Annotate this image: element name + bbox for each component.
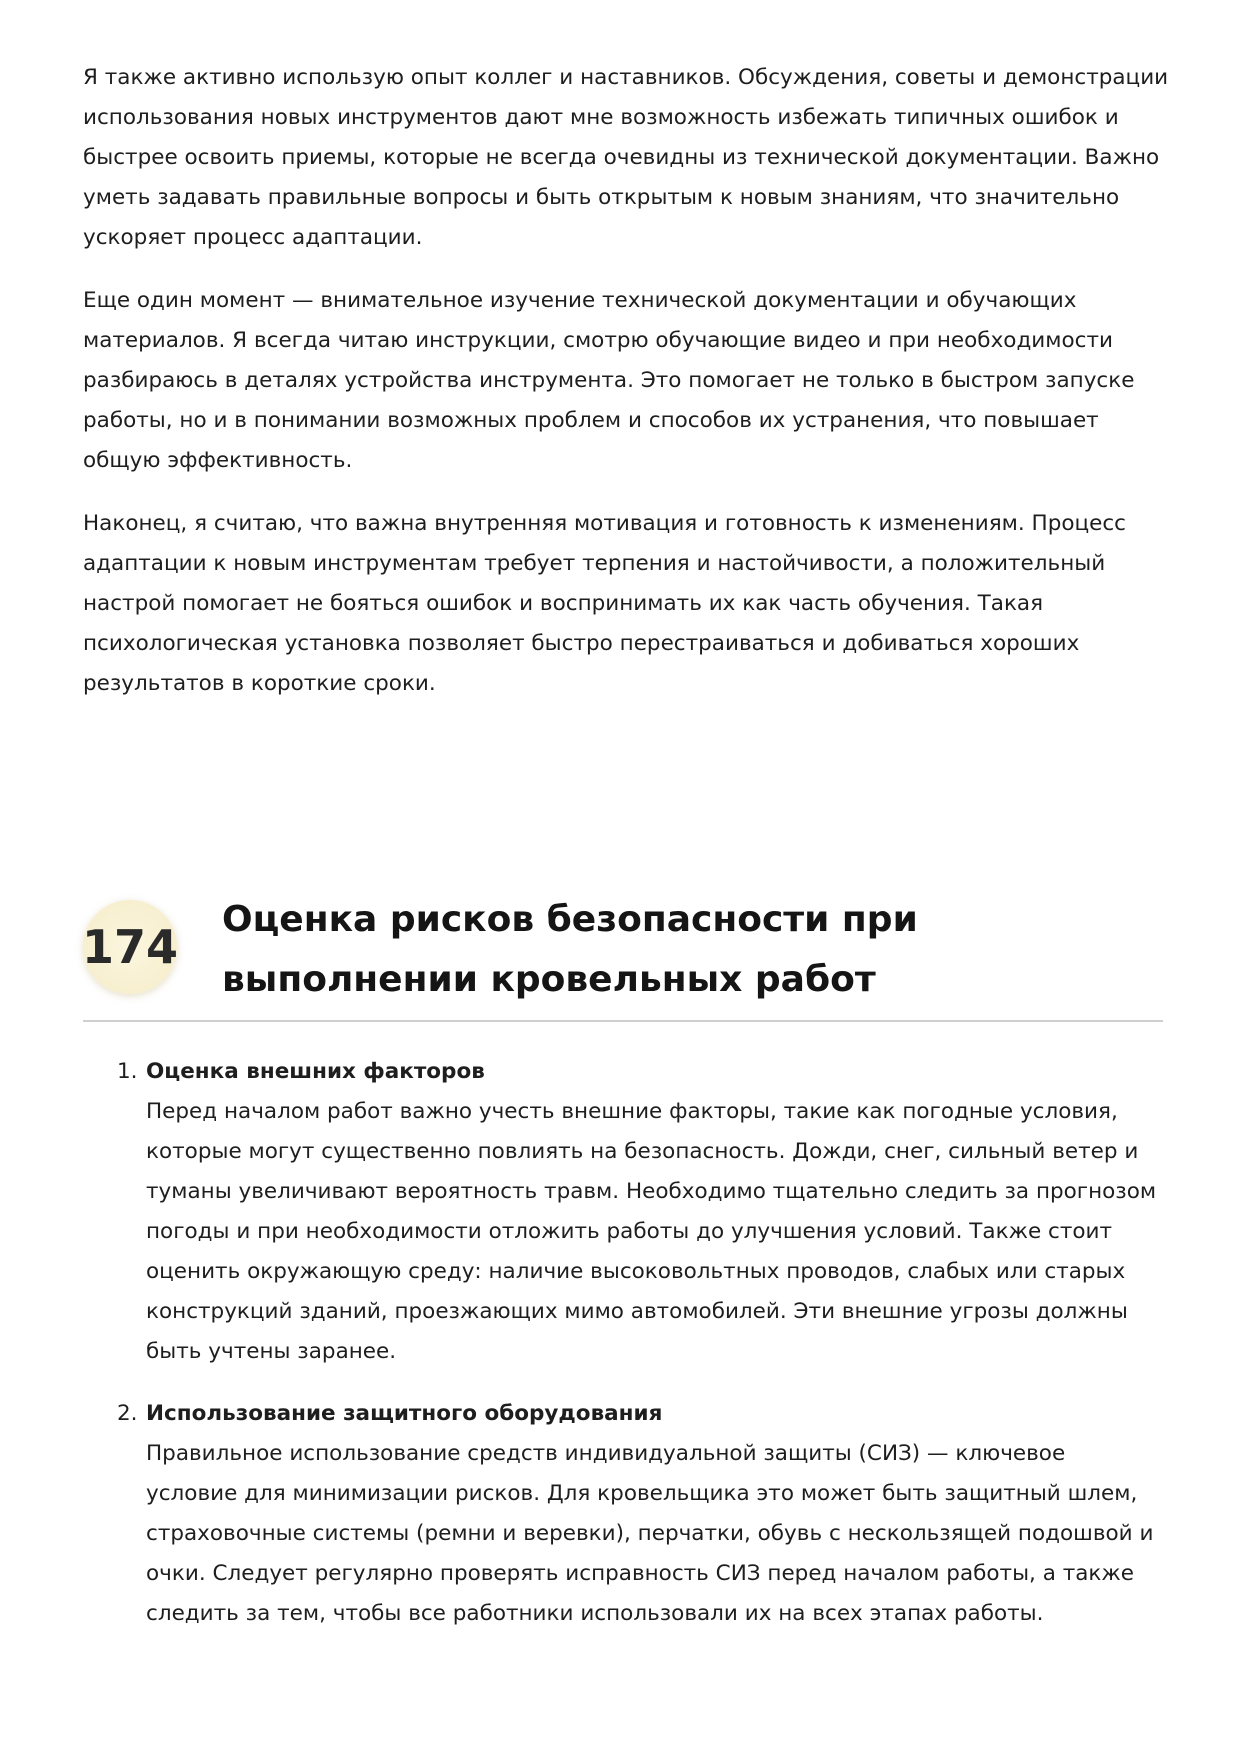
list-item <box>83 1394 1163 1634</box>
chapter-number-badge: 174 <box>83 900 177 994</box>
list-item-body: Правильное использование средств индивидуальной защиты (СИЗ) — ключевое условие для минимизации рисков. Для кровельщика это может быть защитный шлем, страховочные системы (ремни и веревки), перчатки, обувь с нескользящей подошвой и очки. Следует регулярно проверять исправность СИЗ перед началом работы, а также следить за тем, чтобы все работники использовали их на всех этапах работы. <box>146 1441 1154 1626</box>
list-item-body: Перед началом работ важно учесть внешние факторы, такие как погодные условия, которые могут существенно повлиять на безопасность. Дожди, снег, сильный ветер и туманы увеличивают вероятность травм. Необходимо тщательно следить за прогнозом погоды и при необходимости отложить работы до улучшения условий. Также стоит оценить окружающую среду: наличие высоковольтных проводов, слабых или старых конструкций зданий, проезжающих мимо автомобилей. Эти внешние угрозы должны быть учтены заранее. <box>146 1099 1157 1364</box>
paragraph-documentation: Еще один момент — внимательное изучение технической документации и обучающих материалов. Я всегда читаю инструкции, смотрю обучающие видео и при необходимости разбираюсь в деталях устройства инструмента. Это помогает не только в быстром запуске работы, но и в понимании возможных проблем и способов их устранения, что повышает общую эффективность. <box>83 288 1135 473</box>
intro-text <box>83 58 1173 727</box>
list-item <box>83 1052 1163 1372</box>
list-item-number: 2. <box>117 1401 138 1426</box>
paragraph-colleagues: Я также активно использую опыт коллег и наставников. Обсуждения, советы и демонстрации использования новых инструментов дают мне возможность избежать типичных ошибок и быстрее освоить приемы, которые не всегда очевидны из технической документации. Важно уметь задавать правильные вопросы и быть открытым к новым знаниям, что значительно ускоряет процесс адаптации. <box>83 65 1169 250</box>
risk-list <box>83 1052 1163 1634</box>
chapter-section <box>83 890 1163 1656</box>
chapter-title: Оценка рисков безопасности при выполнении кровельных работ <box>222 899 918 1000</box>
list-item-number: 1. <box>117 1059 138 1084</box>
list-item-title: Использование защитного оборудования <box>146 1401 663 1426</box>
paragraph-motivation: Наконец, я считаю, что важна внутренняя мотивация и готовность к изменениям. Процесс адаптации к новым инструментам требует терпения и настойчивости, а положительный настрой помогает не бояться ошибок и воспринимать их как часть обучения. Такая психологическая установка позволяет быстро перестраиваться и добиваться хороших результатов в короткие сроки. <box>83 511 1127 696</box>
chapter-header <box>83 890 1163 1022</box>
list-item-title: Оценка внешних факторов <box>146 1059 485 1084</box>
